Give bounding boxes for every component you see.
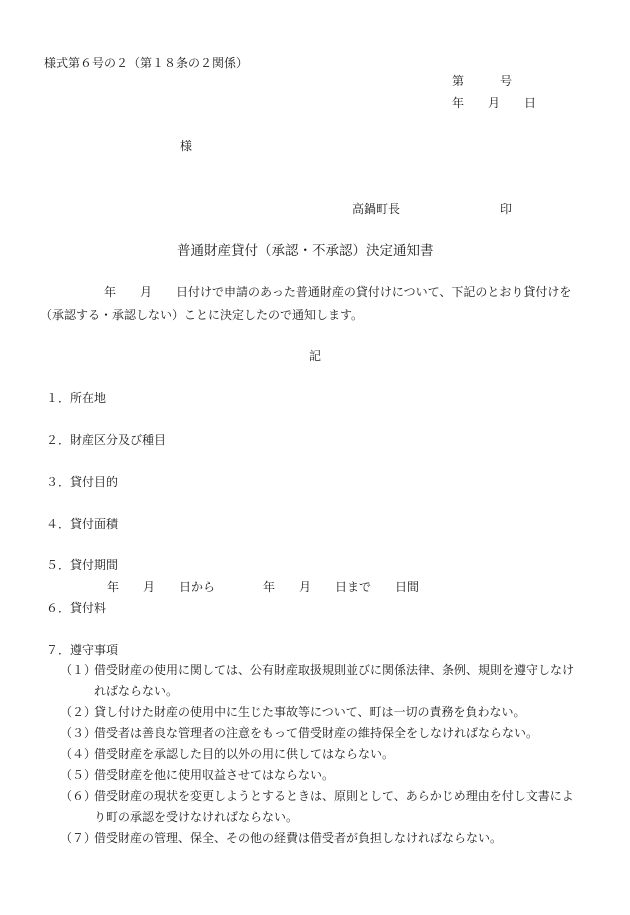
condition-number: （３）	[60, 726, 97, 740]
condition-number: （２）	[60, 705, 97, 719]
condition-number: （７）	[60, 831, 97, 845]
item-period: ５．貸付期間	[46, 558, 119, 572]
condition-item	[60, 828, 596, 849]
condition-text: 借受財産の管理、保全、その他の経費は借受者が負担しなければならない。	[94, 831, 503, 845]
condition-text: 借受財産を承認した目的以外の用に供してはならない。	[94, 747, 395, 761]
item-location: １．所在地	[46, 391, 107, 405]
condition-text-continued: り町の承認を受けなければならない。	[94, 810, 299, 824]
condition-text-continued: ればならない。	[94, 684, 179, 698]
condition-number: （４）	[60, 747, 97, 761]
document-number-line: 第 号	[452, 74, 513, 88]
condition-text: 貸し付けた財産の使用中に生じた事故等について、町は一切の責務を負わない。	[94, 705, 526, 719]
condition-text: 借受財産を他に使用収益させてはならない。	[94, 768, 335, 782]
condition-text: 借受財産の現状を変更しようとするときは、原則として、あらかじめ理由を付し文書によ	[94, 789, 574, 803]
item-category: ２．財産区分及び種目	[46, 433, 167, 447]
condition-item	[60, 744, 596, 765]
seal-mark: 印	[500, 202, 513, 216]
ki-heading: 記	[309, 349, 322, 363]
body-line-2: （承認する・承認しない）ことに決定したので通知します。	[40, 308, 364, 322]
condition-item	[60, 786, 596, 828]
condition-number: （６）	[60, 789, 97, 803]
condition-text: 借受財産の使用に関しては、公有財産取扱規則並びに関係法律、条例、規則を遵守しなけ	[94, 663, 575, 677]
document-title: 普通財産貸付（承認・不承認）決定通知書	[177, 243, 434, 259]
item-purpose: ３．貸付目的	[46, 475, 119, 489]
body-line-1: 年 月 日付けで申請のあった普通財産の貸付けについて、下記のとおり貸付けを	[104, 285, 572, 299]
condition-item	[60, 660, 596, 702]
conditions-list	[60, 660, 596, 849]
item-rules: ７．遵守事項	[46, 643, 119, 657]
item-fee: ６．貸付料	[46, 601, 107, 615]
condition-item	[60, 723, 596, 744]
condition-item	[60, 765, 596, 786]
condition-number: （５）	[60, 768, 97, 782]
addressee-honorific: 様	[180, 139, 193, 153]
condition-text: 借受者は善良な管理者の注意をもって借受財産の維持保全をしなければならない。	[94, 726, 539, 740]
condition-item	[60, 702, 596, 723]
issuer-name: 高鍋町長	[352, 202, 401, 216]
period-detail: 年 月 日から 年 月 日まで 日間	[107, 580, 420, 594]
date-line: 年 月 日	[452, 96, 537, 110]
item-area: ４．貸付面積	[46, 517, 119, 531]
condition-number: （１）	[60, 663, 97, 677]
form-number: 様式第６号の２（第１８条の２関係）	[44, 56, 249, 70]
